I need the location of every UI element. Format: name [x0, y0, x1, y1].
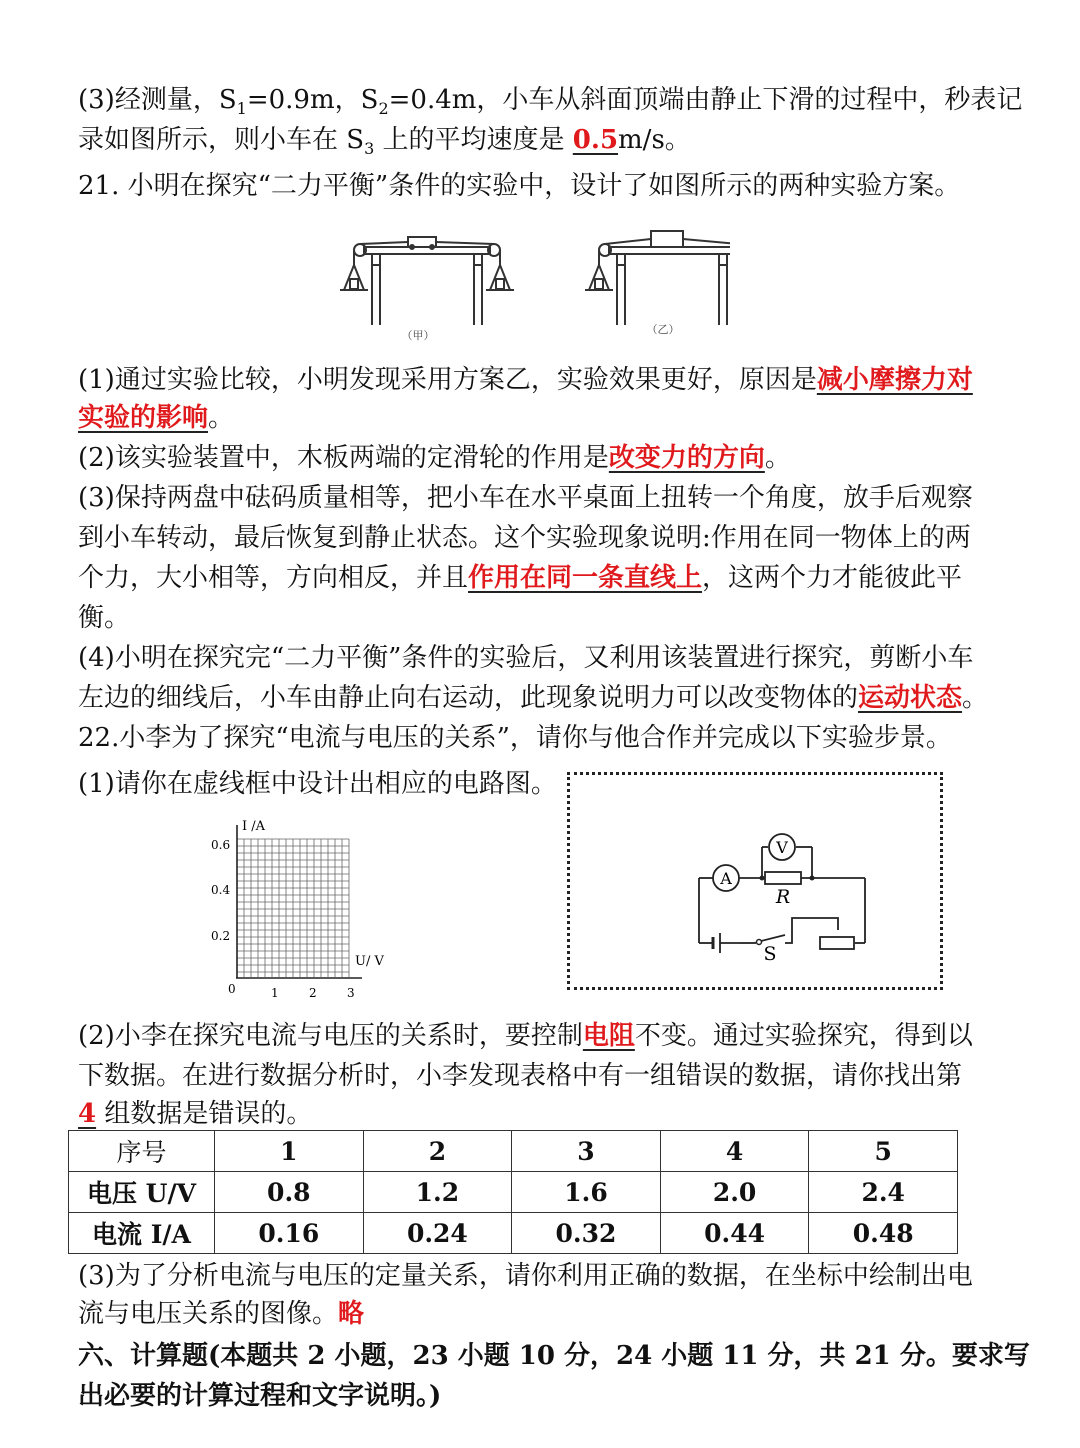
table-cell: 1: [215, 1131, 364, 1172]
label-yi: （乙）: [646, 323, 680, 336]
table-cell: 2: [363, 1131, 512, 1172]
graph-grid: [237, 839, 349, 977]
q21-p1-line-1: (1)通过实验比较，小明发现采用方案乙，实验效果更好，原因是减小摩擦力对: [78, 365, 973, 395]
data-table: [68, 1130, 958, 1254]
q22-p1: (1)请你在虚线框中设计出相应的电路图。: [78, 769, 557, 799]
table-cell: 序号: [69, 1131, 215, 1172]
table-cell: 0.24: [363, 1213, 512, 1254]
apparatus-yi: [585, 231, 730, 325]
q21-p3-line-4: 衡。: [78, 603, 131, 633]
q21-p2: (2)该实验装置中，木板两端的定滑轮的作用是改变力的方向。: [78, 443, 791, 473]
y-tick-1: 0.4: [211, 883, 231, 897]
q21-p1-line-2: 实验的影响。: [78, 403, 235, 433]
table-cell: 5: [809, 1131, 958, 1172]
switch-label: S: [763, 943, 777, 965]
q21-p4-line-2: 左边的细线后，小车由静止向右运动，此现象说明力可以改变物体的运动状态。: [78, 683, 989, 713]
table-cell: 0.44: [660, 1213, 809, 1254]
circuit-diagram: [570, 775, 940, 987]
table-cell: 0.8: [215, 1172, 364, 1213]
table-cell: 0.16: [215, 1213, 364, 1254]
label-jia: （甲）: [401, 329, 435, 342]
q21-p3-line-2: 到小车转动，最后恢复到静止状态。这个实验现象说明:作用在同一物体上的两: [78, 523, 971, 553]
q20-answer: 0.5: [572, 125, 619, 155]
table-cell: 1.6: [512, 1172, 661, 1213]
ammeter-label: A: [720, 869, 732, 888]
y-axis-label: I /A: [242, 819, 266, 834]
table-cell: 1.2: [363, 1172, 512, 1213]
q21-p1-answer-a: 减小摩擦力对: [816, 365, 973, 395]
q22-p2-answer: 电阻: [582, 1021, 635, 1051]
q22-stem: 22.小李为了探究“电流与电压的关系”，请你与他合作并完成以下实验步景。: [78, 723, 952, 753]
section6-line-2: 出必要的计算过程和文字说明。): [78, 1381, 442, 1411]
table-cell: 4: [660, 1131, 809, 1172]
y-tick-0: 0.6: [211, 838, 231, 852]
x-tick-1: 2: [309, 986, 317, 1000]
q21-p3-line-3: 个力，大小相等，方向相反，并且作用在同一条直线上，这两个力才能彼此平: [78, 563, 963, 593]
table-cell: 电流 I/A: [69, 1213, 215, 1254]
q20-line-2: 录如图所示，则小车在 $S_3$ 上的平均速度是 0.5m/s。: [78, 125, 691, 159]
table-cell: 电压 U/V: [69, 1172, 215, 1213]
table-row: [69, 1213, 958, 1254]
table-cell: 2.4: [809, 1172, 958, 1213]
table-cell: 2.0: [660, 1172, 809, 1213]
q22-p3-line-1: (3)为了分析电流与电压的定量关系，请你利用正确的数据，在坐标中绘制出电: [78, 1261, 973, 1291]
q22-p3-line-2: 流与电压关系的图像。略: [78, 1299, 365, 1329]
current-voltage-graph: [200, 815, 400, 1005]
q22-p2-line-1: (2)小李在探究电流与电压的关系时，要控制电阻不变。通过实验探究，得到以: [78, 1021, 973, 1051]
voltmeter-label: V: [776, 838, 788, 857]
table-header-row: [69, 1131, 958, 1172]
q22-p2-wrong-group-answer: 4: [78, 1099, 97, 1129]
q21-p4-line-1: (4)小明在探究完“二力平衡”条件的实验后，又利用该装置进行探究，剪断小车: [78, 643, 974, 673]
table-row: [69, 1172, 958, 1213]
table-cell: 0.32: [512, 1213, 661, 1254]
q22-p3-answer: 略: [338, 1299, 365, 1329]
x-tick-0: 1: [271, 986, 279, 1000]
section6-line-1: 六、计算题(本题共 2 小题，23 小题 10 分，24 小题 11 分，共 21 分。要求写: [78, 1341, 1030, 1371]
q21-p3-answer: 作用在同一条直线上: [468, 563, 703, 593]
y-tick-2: 0.2: [211, 929, 231, 943]
q21-p2-answer: 改变力的方向: [608, 443, 765, 473]
q21-p4-answer: 运动状态: [858, 683, 963, 713]
q21-stem: 21. 小明在探究“二力平衡”条件的实验中，设计了如图所示的两种实验方案。: [78, 171, 961, 201]
resistor-label: R: [775, 886, 791, 908]
q22-p2-line-3: 4 组数据是错误的。: [78, 1099, 313, 1129]
origin-label: 0: [228, 982, 236, 996]
q21-p3-line-1: (3)保持两盘中砝码质量相等，把小车在水平桌面上扭转一个角度，放手后观察: [78, 483, 973, 513]
apparatus-jia: [340, 237, 514, 325]
q22-p2-line-2: 下数据。在进行数据分析时，小李发现表格中有一组错误的数据，请你找出第: [78, 1061, 963, 1091]
q21-p1-answer-b: 实验的影响: [78, 403, 209, 433]
x-tick-2: 3: [347, 986, 355, 1000]
q20-line-1: (3)经测量，$S_1=0.9m$，$S_2=0.4m$，小车从斜面顶端由静止下滑的过程中，秒表记: [78, 85, 1023, 119]
table-cell: 0.48: [809, 1213, 958, 1254]
balance-apparatus-figure: [330, 225, 730, 350]
x-axis-label: U/ V: [355, 954, 384, 969]
table-cell: 3: [512, 1131, 661, 1172]
circuit-diagram-box: [567, 772, 943, 990]
